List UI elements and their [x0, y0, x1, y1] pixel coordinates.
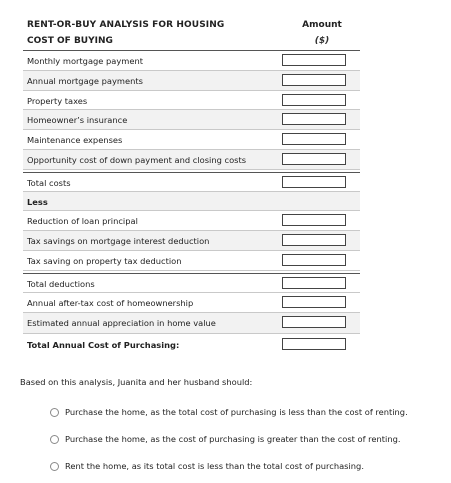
estimated-annual-appreciation-input[interactable]: [282, 316, 346, 328]
total-deductions-input[interactable]: [282, 277, 346, 289]
table-title: RENT-OR-BUY ANALYSIS FOR HOUSING: [27, 20, 225, 30]
row-label: Reduction of loan principal: [27, 216, 138, 226]
row-total-costs: [23, 172, 360, 192]
radio-button[interactable]: [50, 435, 59, 444]
row-label: Homeowner’s insurance: [27, 115, 128, 125]
total-costs-input[interactable]: [282, 176, 346, 188]
row-label: Opportunity cost of down payment and closing costs: [27, 155, 247, 165]
row-label: Monthly mortgage payment: [27, 56, 143, 66]
opportunity-cost-input[interactable]: [282, 153, 346, 165]
option-purchase-cost-greater[interactable]: [50, 432, 401, 446]
row-total-deductions: [23, 273, 360, 293]
row-less-heading: [23, 192, 360, 211]
tax-saving-property-tax-input[interactable]: [282, 254, 346, 266]
radio-button[interactable]: [50, 408, 59, 417]
row-label: Maintenance expenses: [27, 135, 123, 145]
table-subtitle: COST OF BUYING: [27, 36, 113, 46]
row-label: Annual mortgage payments: [27, 76, 143, 86]
monthly-mortgage-payment-input[interactable]: [282, 54, 346, 66]
row-label: Total Annual Cost of Purchasing:: [27, 340, 180, 350]
option-label: Purchase the home, as the total cost of purchasing is less than the cost of renting.: [65, 407, 408, 417]
maintenance-expenses-input[interactable]: [282, 133, 346, 145]
row-annual-after-tax-cost: [23, 293, 360, 313]
option-label: Purchase the home, as the cost of purchasing is greater than the cost of renting.: [65, 434, 401, 444]
row-estimated-annual-appreciation: [23, 313, 360, 334]
option-label: Rent the home, as its total cost is less than the total cost of purchasing.: [65, 461, 364, 471]
row-label: Total deductions: [27, 279, 95, 289]
total-annual-cost-input[interactable]: [282, 338, 346, 350]
option-purchase-cost-less[interactable]: [50, 405, 408, 419]
row-tax-saving-property-tax: [23, 251, 360, 271]
reduction-of-loan-principal-input[interactable]: [282, 214, 346, 226]
row-total-annual-cost: [23, 335, 360, 355]
radio-button[interactable]: [50, 462, 59, 471]
row-maintenance-expenses: [23, 130, 360, 150]
row-monthly-mortgage-payment: [23, 51, 360, 71]
row-label: Tax saving on property tax deduction: [27, 256, 182, 266]
row-annual-mortgage-payments: [23, 71, 360, 91]
row-homeowners-insurance: [23, 110, 360, 130]
homeowners-insurance-input[interactable]: [282, 113, 346, 125]
annual-mortgage-payments-input[interactable]: [282, 74, 346, 86]
row-property-taxes: [23, 91, 360, 110]
question-prompt: Based on this analysis, Juanita and her husband should:: [20, 377, 253, 387]
row-label: Total costs: [27, 178, 71, 188]
row-label: Property taxes: [27, 96, 88, 106]
property-taxes-input[interactable]: [282, 94, 346, 106]
tax-savings-mortgage-interest-input[interactable]: [282, 234, 346, 246]
row-tax-savings-mortgage-interest: [23, 231, 360, 251]
row-reduction-of-loan-principal: [23, 211, 360, 231]
row-label: Annual after-tax cost of homeownership: [27, 298, 194, 308]
less-heading: Less: [27, 197, 48, 207]
row-label: Tax savings on mortgage interest deduction: [27, 236, 210, 246]
annual-after-tax-cost-input[interactable]: [282, 296, 346, 308]
amount-unit-label: ($): [314, 36, 330, 46]
amount-column-header: Amount: [302, 20, 342, 30]
row-opportunity-cost: [23, 150, 360, 170]
option-rent-home[interactable]: [50, 459, 364, 473]
row-label: Estimated annual appreciation in home value: [27, 318, 216, 328]
